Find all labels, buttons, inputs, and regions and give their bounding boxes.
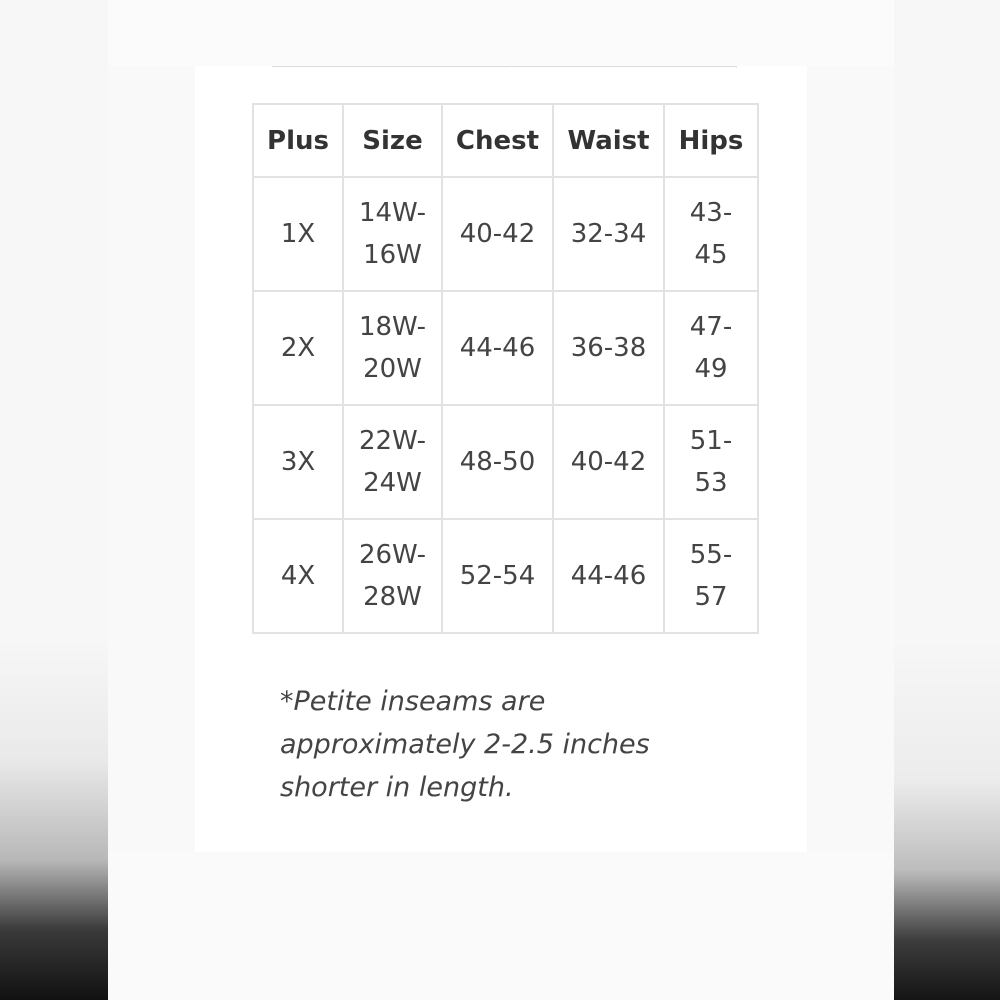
table-row	[253, 405, 758, 519]
cell-chest: 52-54	[442, 519, 553, 633]
cell-hips-line1: 47-	[689, 312, 733, 342]
cell-size	[343, 405, 442, 519]
cell-size	[343, 291, 442, 405]
cell-hips-line2: 45	[694, 240, 728, 270]
cell-hips-line1: 55-	[689, 540, 733, 570]
footnote-line3: shorter in length.	[280, 772, 514, 803]
cell-chest: 44-46	[442, 291, 553, 405]
cell-plus: 2X	[253, 291, 343, 405]
table-header-row	[253, 104, 758, 177]
cell-plus: 1X	[253, 177, 343, 291]
header-size: Size	[343, 104, 442, 177]
left-edge-shadow	[0, 0, 108, 1000]
footnote-line1: *Petite inseams are	[280, 686, 546, 717]
cell-size-line1: 22W-	[358, 426, 427, 456]
cell-waist: 40-42	[553, 405, 664, 519]
plus-size-chart-table	[252, 103, 759, 634]
header-hips: Hips	[664, 104, 758, 177]
right-edge-shadow	[894, 0, 1000, 1000]
cell-waist: 36-38	[553, 291, 664, 405]
cell-hips-line2: 49	[694, 354, 728, 384]
petite-inseam-footnote	[280, 680, 700, 809]
cell-hips-line1: 51-	[689, 426, 733, 456]
cell-size	[343, 519, 442, 633]
cell-size-line2: 24W	[363, 468, 422, 498]
cell-hips	[664, 405, 758, 519]
previous-table-bottom-border	[272, 66, 737, 68]
cell-waist: 44-46	[553, 519, 664, 633]
cell-hips-line1: 43-	[689, 198, 733, 228]
page-frame-bottom	[108, 852, 894, 1000]
cell-hips	[664, 291, 758, 405]
cell-plus: 3X	[253, 405, 343, 519]
table-row	[253, 177, 758, 291]
cell-size-line1: 14W-	[358, 198, 427, 228]
cell-hips	[664, 519, 758, 633]
header-chest: Chest	[442, 104, 553, 177]
cell-hips	[664, 177, 758, 291]
cell-waist: 32-34	[553, 177, 664, 291]
header-plus: Plus	[253, 104, 343, 177]
cell-hips-line2: 53	[694, 468, 728, 498]
cell-size-line2: 20W	[363, 354, 422, 384]
cell-plus: 4X	[253, 519, 343, 633]
cell-size-line1: 26W-	[358, 540, 427, 570]
table-row	[253, 519, 758, 633]
footnote-line2: approximately 2-2.5 inches	[280, 729, 650, 760]
cell-hips-line2: 57	[694, 582, 728, 612]
cell-size-line2: 28W	[363, 582, 422, 612]
cell-chest: 48-50	[442, 405, 553, 519]
header-waist: Waist	[553, 104, 664, 177]
cell-size-line1: 18W-	[358, 312, 427, 342]
cell-chest: 40-42	[442, 177, 553, 291]
table-row	[253, 291, 758, 405]
cell-size	[343, 177, 442, 291]
cell-size-line2: 16W	[363, 240, 422, 270]
